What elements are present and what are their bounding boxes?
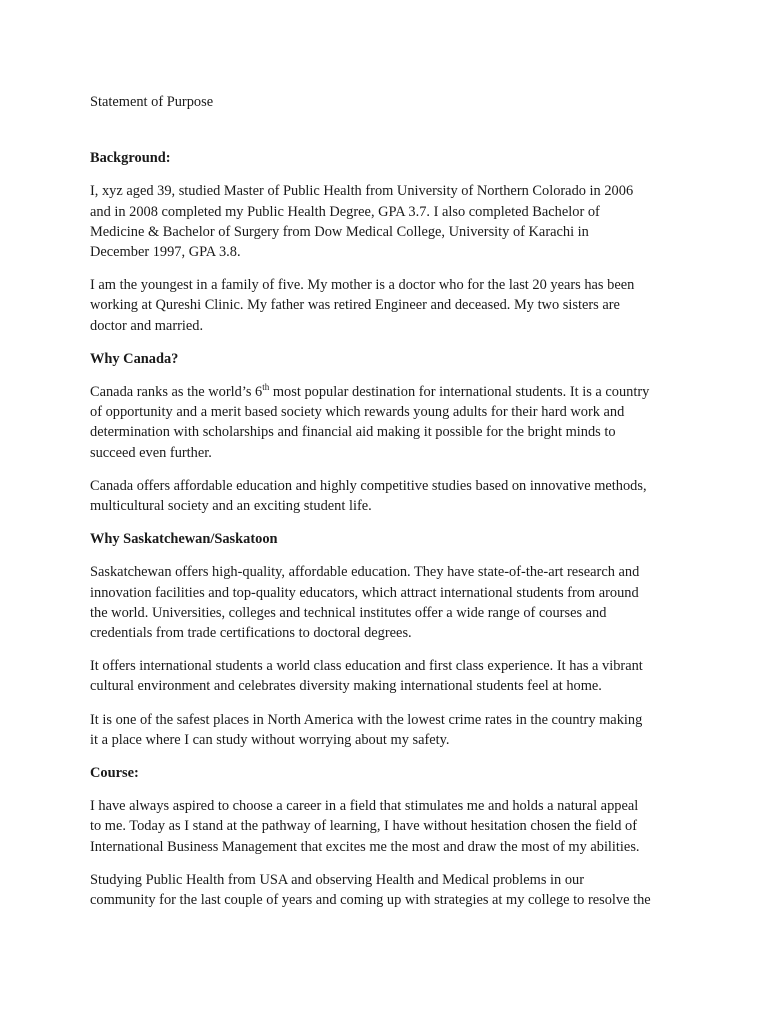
text-line: to me. Today as I stand at the pathway of learning, I have without hesitation chosen the field of bbox=[90, 818, 638, 835]
text-line: I have always aspired to choose a career in a field that stimulates me and holds a natural appeal bbox=[90, 798, 639, 815]
text-line: the world. Universities, colleges and technical institutes offer a wide range of courses and bbox=[90, 604, 607, 621]
paragraph-course-aspiration bbox=[90, 796, 690, 857]
text-line: Studying Public Health from USA and observing Health and Medical problems in our bbox=[90, 871, 585, 888]
canada-rank-text: Canada ranks as the world’s 6 bbox=[90, 384, 263, 401]
paragraph-saskatchewan-experience bbox=[90, 656, 690, 696]
paragraph-family bbox=[90, 275, 690, 336]
text-line: working at Qureshi Clinic. My father was retired Engineer and deceased. My two sisters are bbox=[90, 297, 620, 314]
text-line: It offers international students a world class education and first class experience. It has a vibrant bbox=[90, 658, 643, 675]
section-heading-why-saskatchewan: Why Saskatchewan/Saskatoon bbox=[90, 531, 278, 548]
paragraph-education bbox=[90, 181, 690, 262]
text-line: it a place where I can study without worrying about my safety. bbox=[90, 731, 450, 748]
text-line: Medicine & Bachelor of Surgery from Dow Medical College, University of Karachi in bbox=[90, 223, 589, 240]
text-line: International Business Management that excites me the most and draw the most of my abilities. bbox=[90, 838, 640, 855]
text-line: It is one of the safest places in North America with the lowest crime rates in the country making bbox=[90, 711, 643, 728]
text-line: cultural environment and celebrates diversity making international students feel at home. bbox=[90, 678, 602, 695]
text-line bbox=[90, 382, 690, 402]
section-heading-why-canada: Why Canada? bbox=[90, 350, 179, 367]
paragraph-canada-ranking bbox=[90, 382, 690, 463]
text-line: doctor and married. bbox=[90, 317, 204, 334]
section-heading-course: Course: bbox=[90, 765, 139, 782]
text-line: multicultural society and an exciting student life. bbox=[90, 498, 372, 515]
paragraph-course-background bbox=[90, 870, 690, 910]
text-line: determination with scholarships and financial aid making it possible for the bright minds to bbox=[90, 424, 616, 441]
paragraph-saskatchewan-safety bbox=[90, 710, 690, 750]
text-line: I, xyz aged 39, studied Master of Public Health from University of Northern Colorado in 2006 bbox=[90, 183, 634, 200]
text-line: I am the youngest in a family of five. My mother is a doctor who for the last 20 years has been bbox=[90, 277, 635, 294]
text-line: of opportunity and a merit based society which rewards young adults for their hard work and bbox=[90, 404, 625, 421]
section-heading-background: Background: bbox=[90, 150, 171, 167]
paragraph-saskatchewan-education bbox=[90, 562, 690, 643]
ordinal-superscript: th bbox=[262, 382, 270, 393]
text-line: Canada offers affordable education and highly competitive studies based on innovative methods, bbox=[90, 477, 647, 494]
text-line: innovation facilities and top-quality educators, which attract international students from around bbox=[90, 584, 639, 601]
document-page bbox=[90, 92, 690, 923]
canada-rank-text-rest: most popular destination for international students. It is a country bbox=[269, 384, 650, 401]
paragraph-canada-education bbox=[90, 476, 690, 516]
text-line: and in 2008 completed my Public Health Degree, GPA 3.7. I also completed Bachelor of bbox=[90, 203, 600, 220]
text-line: community for the last couple of years and coming up with strategies at my college to resolve the bbox=[90, 892, 651, 909]
text-line: credentials from trade certifications to doctoral degrees. bbox=[90, 625, 412, 642]
text-line: succeed even further. bbox=[90, 444, 212, 461]
text-line: Saskatchewan offers high-quality, affordable education. They have state-of-the-art research and bbox=[90, 564, 640, 581]
document-title: Statement of Purpose bbox=[90, 94, 214, 110]
text-line: December 1997, GPA 3.8. bbox=[90, 244, 241, 261]
